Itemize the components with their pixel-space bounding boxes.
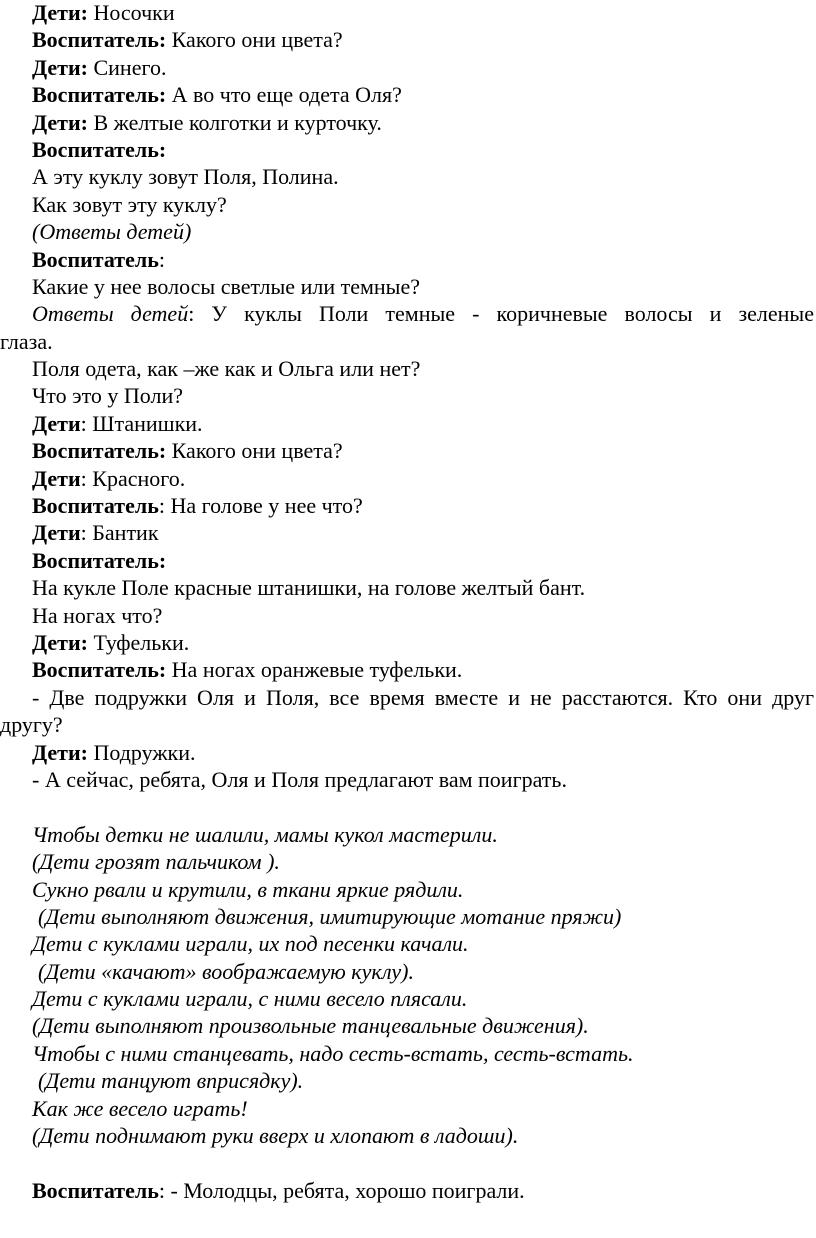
dialogue-line bbox=[0, 246, 814, 273]
line-text: - А сейчас, ребята, Оля и Поля предлагают вам поиграть. bbox=[32, 766, 567, 792]
dialogue-line bbox=[0, 355, 814, 382]
speaker-label: Воспитатель: bbox=[32, 547, 167, 573]
line-text: - Две подружки Оля и Поля, все время вместе и не расстаются. Кто они друг bbox=[32, 684, 814, 710]
dialogue-line-continuation bbox=[0, 328, 814, 355]
dialogue-line bbox=[0, 492, 814, 519]
dialogue-line bbox=[0, 136, 814, 163]
dialogue-line bbox=[0, 1177, 814, 1204]
poem-stage-direction bbox=[0, 903, 814, 930]
line-text: (Дети выполняют произвольные танцевальные движения). bbox=[32, 1013, 589, 1039]
dialogue-line bbox=[0, 300, 814, 327]
line-text: (Дети поднимают руки вверх и хлопают в ладоши). bbox=[32, 1123, 519, 1149]
line-text: другу? bbox=[0, 712, 63, 738]
dialogue-line bbox=[0, 465, 814, 492]
dialogue-line-continuation bbox=[0, 711, 814, 738]
dialogue-line bbox=[0, 273, 814, 300]
line-text: На кукле Поле красные штанишки, на голове желтый бант. bbox=[32, 575, 586, 601]
dialogue-line bbox=[0, 574, 814, 601]
poem-stage-direction bbox=[0, 848, 814, 875]
line-text: На ногах оранжевые туфельки. bbox=[166, 657, 463, 683]
dialogue-line bbox=[0, 547, 814, 574]
line-text: На ногах что? bbox=[32, 602, 163, 628]
blank-line bbox=[0, 793, 814, 820]
dialogue-line bbox=[0, 410, 814, 437]
line-text: : - Молодцы, ребята, хорошо поиграли. bbox=[158, 1177, 525, 1203]
speaker-label: Дети: bbox=[32, 54, 88, 80]
speaker-label: Воспитатель: bbox=[32, 82, 167, 108]
dialogue-line bbox=[0, 629, 814, 656]
speaker-label: Воспитатель: bbox=[32, 136, 167, 162]
dialogue-line bbox=[0, 26, 814, 53]
line-text: (Дети танцуют вприсядку). bbox=[38, 1068, 304, 1094]
speaker-label: Воспитатель: bbox=[32, 438, 167, 464]
speaker-label: Дети: bbox=[32, 109, 88, 135]
speaker-label: Дети: bbox=[32, 0, 88, 25]
speaker-label: Дети: bbox=[32, 629, 88, 655]
line-text: Поля одета, как –же как и Ольга или нет? bbox=[32, 356, 421, 382]
dialogue-line bbox=[0, 656, 814, 683]
speaker-label: Воспитатель bbox=[32, 493, 159, 519]
line-text: : Красного. bbox=[80, 465, 186, 491]
speaker-label: Дети: bbox=[32, 739, 88, 765]
speaker-label: Воспитатель: bbox=[32, 657, 167, 683]
line-text: А эту куклу зовут Поля, Полина. bbox=[32, 164, 339, 190]
line-text: Чтобы детки не шалили, мамы кукол мастерили. bbox=[32, 821, 498, 847]
line-text: Какого они цвета? bbox=[166, 438, 343, 464]
poem-stage-direction bbox=[0, 958, 814, 985]
line-text: глаза. bbox=[0, 328, 53, 354]
line-text: : У куклы Поли темные - коричневые волосы и зеленые bbox=[188, 301, 814, 327]
speaker-label: Воспитатель bbox=[32, 246, 159, 272]
dialogue-line bbox=[0, 766, 814, 793]
blank-line bbox=[0, 1149, 814, 1176]
line-text: Носочки bbox=[87, 0, 175, 25]
speaker-label: Ответы детей bbox=[32, 301, 189, 327]
line-text: Дети с куклами играли, их под песенки качали. bbox=[32, 931, 469, 957]
line-text: (Ответы детей) bbox=[32, 219, 192, 245]
dialogue-line bbox=[0, 382, 814, 409]
poem-stage-direction bbox=[0, 1122, 814, 1149]
line-text: Какие у нее волосы светлые или темные? bbox=[32, 273, 420, 299]
poem-line bbox=[0, 821, 814, 848]
speaker-label: Дети bbox=[32, 465, 81, 491]
poem-stage-direction bbox=[0, 1012, 814, 1039]
dialogue-line bbox=[0, 519, 814, 546]
dialogue-line bbox=[0, 191, 814, 218]
line-text: Сукно рвали и крутили, в ткани яркие рядили. bbox=[32, 876, 464, 902]
line-text: : Бантик bbox=[80, 520, 159, 546]
line-text: : Штанишки. bbox=[80, 410, 203, 436]
line-text: Подружки. bbox=[87, 739, 196, 765]
poem-stage-direction bbox=[0, 1067, 814, 1094]
line-text: Что это у Поли? bbox=[32, 383, 184, 409]
speaker-label: Дети bbox=[32, 520, 81, 546]
line-text: : На голове у нее что? bbox=[158, 493, 363, 519]
dialogue-line bbox=[0, 602, 814, 629]
line-text: Чтобы с ними станцевать, надо сесть-встать, сесть-встать. bbox=[32, 1040, 634, 1066]
line-text: (Дети выполняют движения, имитирующие мотание пряжи) bbox=[38, 903, 622, 929]
speaker-label: Дети bbox=[32, 410, 81, 436]
dialogue-line bbox=[0, 54, 814, 81]
line-text: (Дети грозят пальчиком ). bbox=[32, 849, 280, 875]
dialogue-line bbox=[0, 684, 814, 711]
line-text: Как зовут эту куклу? bbox=[32, 191, 227, 217]
line-text: (Дети «качают» воображаемую куклу). bbox=[38, 958, 414, 984]
speaker-label: Воспитатель bbox=[32, 1177, 159, 1203]
line-text: Дети с куклами играли, с ними весело плясали. bbox=[32, 986, 468, 1012]
poem-line bbox=[0, 876, 814, 903]
dialogue-line bbox=[0, 739, 814, 766]
dialogue-line bbox=[0, 81, 814, 108]
dialogue-line bbox=[0, 437, 814, 464]
stage-direction bbox=[0, 218, 814, 245]
line-text: Синего. bbox=[87, 54, 167, 80]
line-text: Туфельки. bbox=[87, 629, 190, 655]
poem-line bbox=[0, 985, 814, 1012]
dialogue-line bbox=[0, 163, 814, 190]
line-text: Какого они цвета? bbox=[166, 27, 343, 53]
line-text: Как же весело играть! bbox=[32, 1095, 248, 1121]
dialogue-line bbox=[0, 109, 814, 136]
line-text: : bbox=[158, 246, 165, 272]
line-text: А во что еще одета Оля? bbox=[166, 82, 402, 108]
line-text: В желтые колготки и курточку. bbox=[87, 109, 382, 135]
poem-line bbox=[0, 1095, 814, 1122]
poem-line bbox=[0, 1040, 814, 1067]
poem-line bbox=[0, 930, 814, 957]
dialogue-line bbox=[0, 0, 814, 26]
speaker-label: Воспитатель: bbox=[32, 27, 167, 53]
